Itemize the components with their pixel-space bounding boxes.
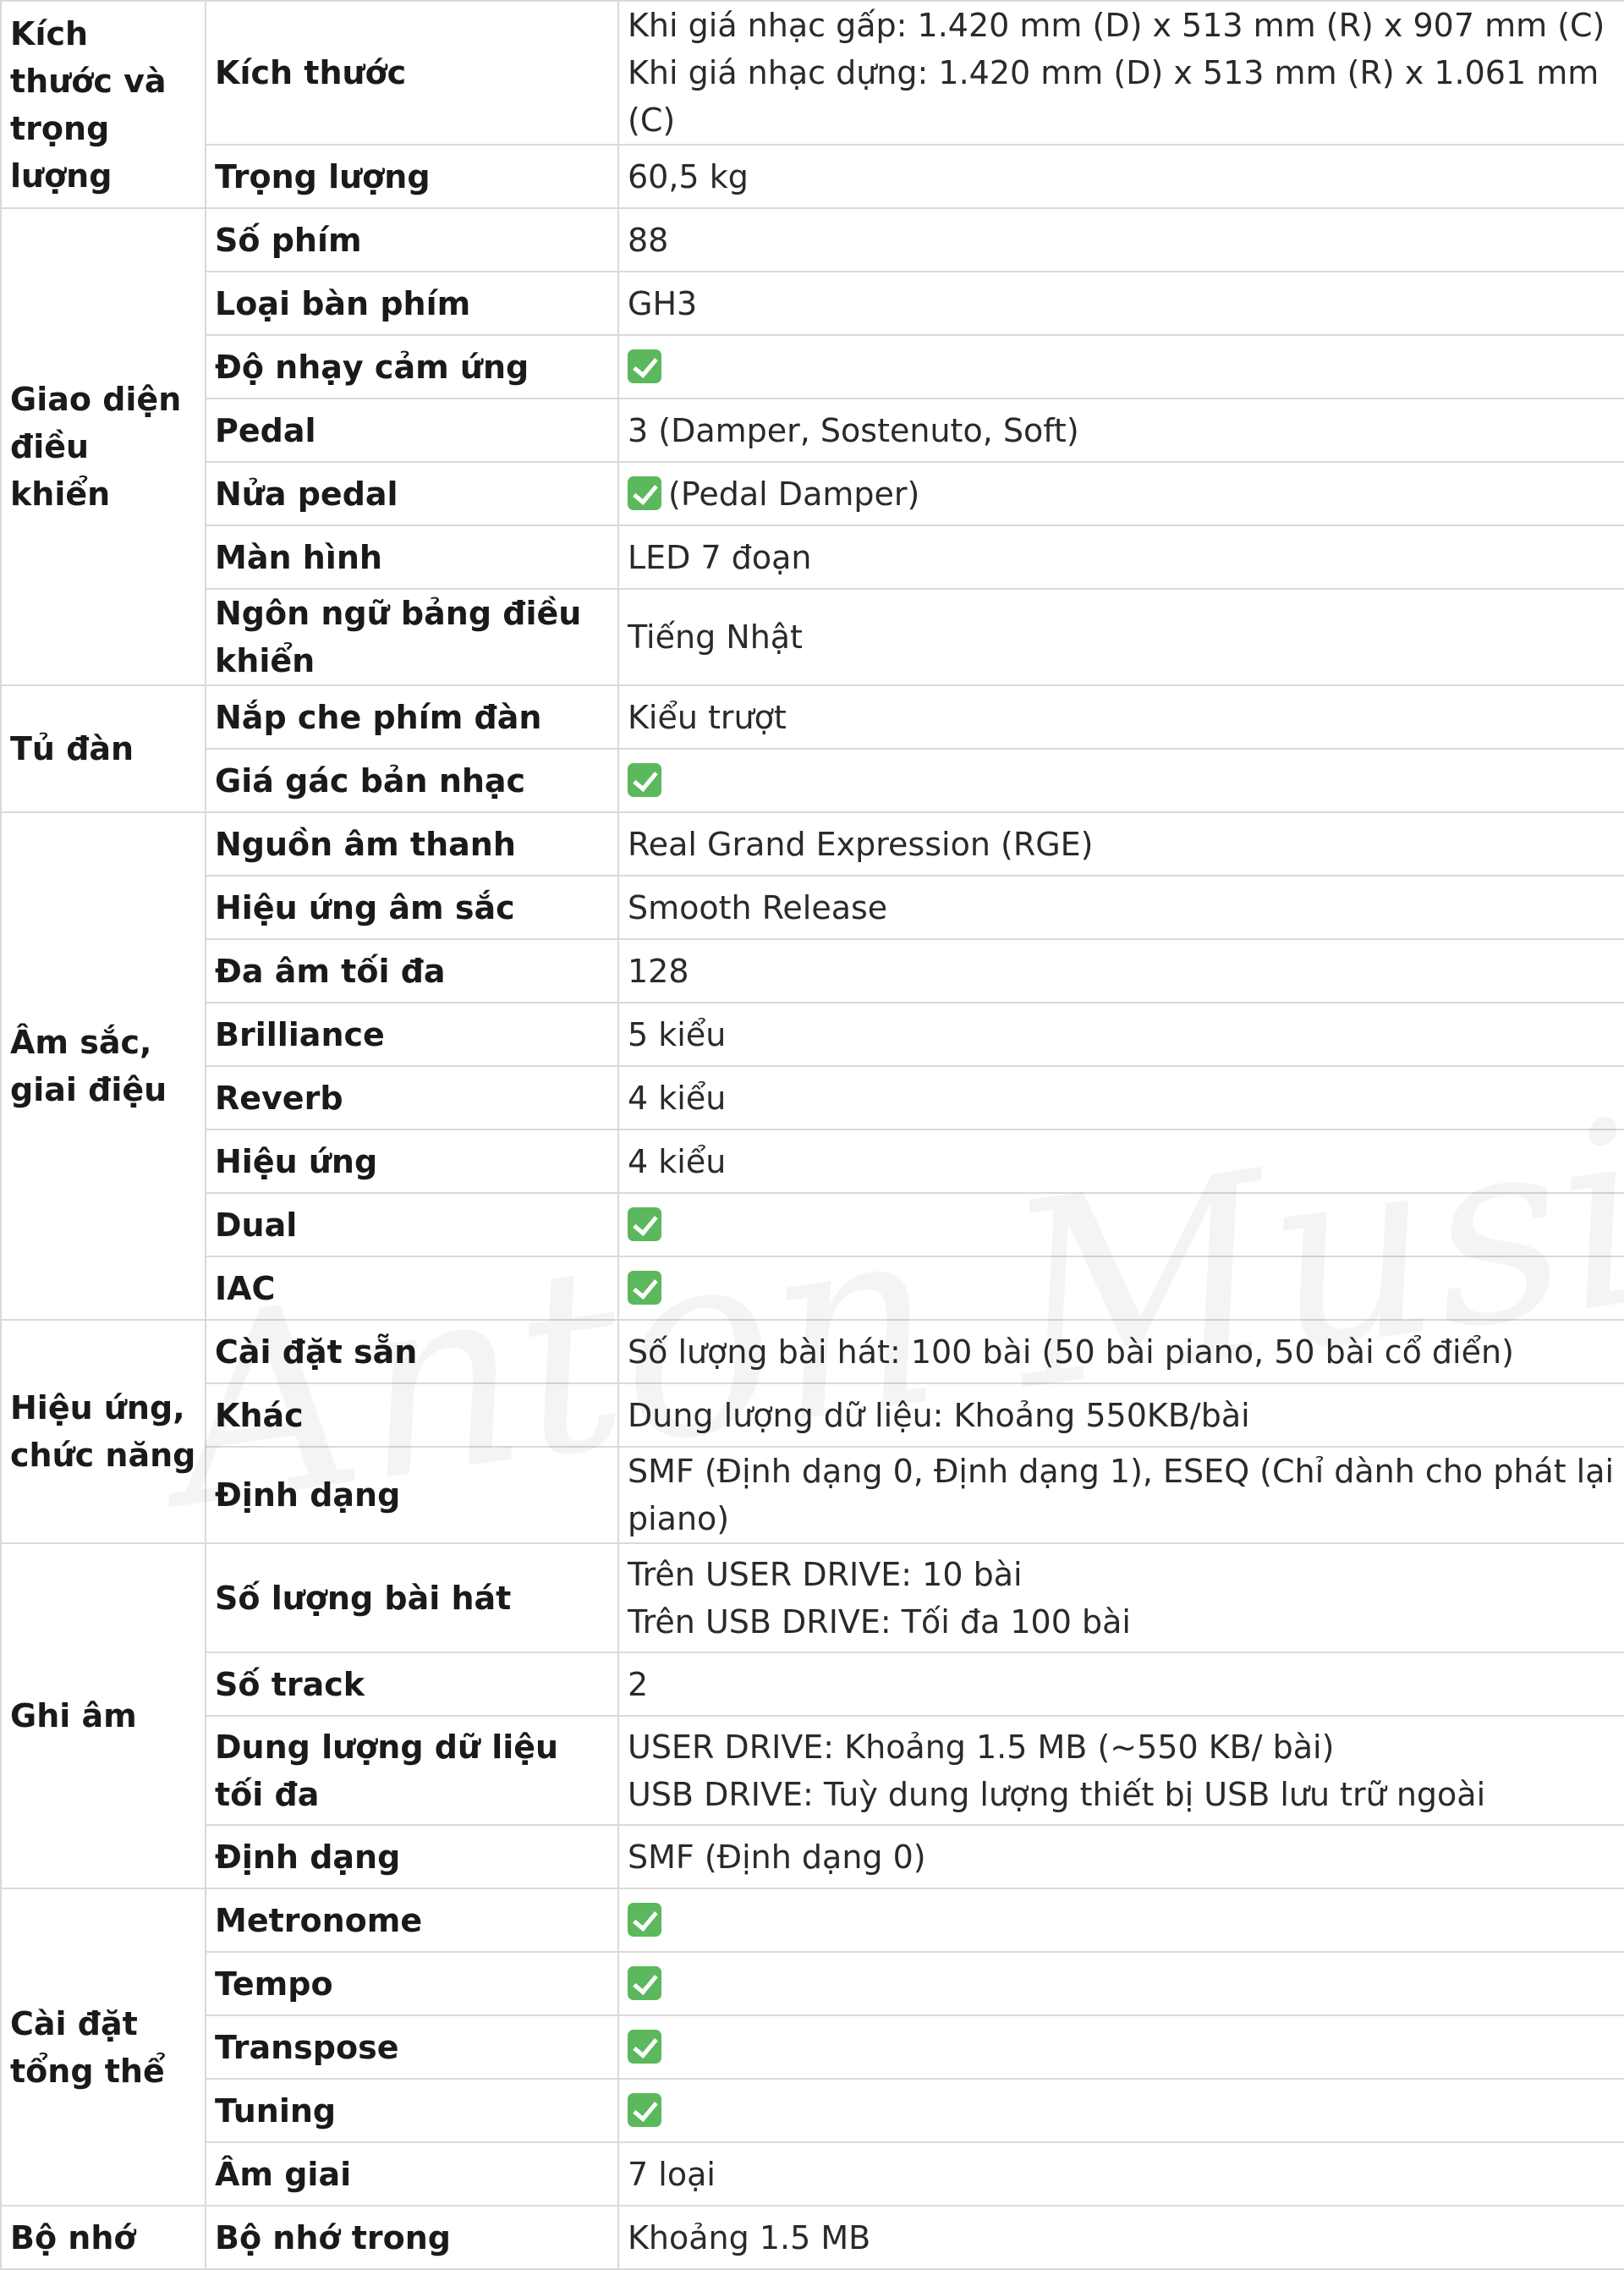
value-cell <box>618 1 1624 145</box>
table-row <box>1 1193 1624 1256</box>
attribute-cell: Nguồn âm thanh <box>206 812 618 876</box>
attribute-cell: Ngôn ngữ bảng điều khiển <box>206 589 618 685</box>
attribute-cell: Bộ nhớ trong <box>206 2206 618 2269</box>
table-row <box>1 1952 1624 2015</box>
value-cell: Smooth Release <box>618 876 1624 939</box>
table-row <box>1 335 1624 398</box>
attribute-cell: Dual <box>206 1193 618 1256</box>
value-cell: 3 (Damper, Sostenuto, Soft) <box>618 398 1624 462</box>
checkmark-icon <box>628 1271 661 1305</box>
checkmark-icon <box>628 476 661 510</box>
value-cell: Tiếng Nhật <box>618 589 1624 685</box>
checkmark-icon <box>628 2093 661 2127</box>
table-row <box>1 462 1624 525</box>
value-cell: 4 kiểu <box>618 1066 1624 1130</box>
value-cell <box>618 1256 1624 1320</box>
value-cell <box>618 335 1624 398</box>
table-row <box>1 749 1624 812</box>
value-line: Khi giá nhạc dựng: 1.420 mm (D) x 513 mm (R) x 1.061 mm (C) <box>628 54 1599 139</box>
table-row <box>1 2142 1624 2206</box>
table-row <box>1 2079 1624 2142</box>
checkmark-icon <box>628 2030 661 2064</box>
attribute-cell: Tuning <box>206 2079 618 2142</box>
value-cell: LED 7 đoạn <box>618 525 1624 589</box>
table-row <box>1 1716 1624 1825</box>
attribute-cell: Metronome <box>206 1888 618 1952</box>
attribute-cell: Hiệu ứng <box>206 1130 618 1193</box>
value-cell: SMF (Định dạng 0, Định dạng 1), ESEQ (Chỉ dành cho phát lại piano) <box>618 1447 1624 1543</box>
table-row <box>1 939 1624 1003</box>
value-cell <box>618 749 1624 812</box>
table-row <box>1 1066 1624 1130</box>
value-cell: 88 <box>618 208 1624 272</box>
table-row <box>1 685 1624 749</box>
checkmark-icon <box>628 1966 661 2000</box>
value-cell <box>618 2015 1624 2079</box>
checkmark-icon <box>628 763 661 797</box>
value-cell <box>618 2079 1624 2142</box>
table-row <box>1 1652 1624 1716</box>
category-cell: Kích thước và trọng lượng <box>1 1 206 208</box>
value-cell: Kiểu trượt <box>618 685 1624 749</box>
category-cell: Ghi âm <box>1 1543 206 1888</box>
table-row <box>1 876 1624 939</box>
value-cell <box>618 1952 1624 2015</box>
attribute-cell: Giá gác bản nhạc <box>206 749 618 812</box>
value-line: Trên USER DRIVE: 10 bài <box>628 1555 1023 1593</box>
attribute-cell: Brilliance <box>206 1003 618 1066</box>
value-cell: 7 loại <box>618 2142 1624 2206</box>
value-cell: 2 <box>618 1652 1624 1716</box>
attribute-cell: Đa âm tối đa <box>206 939 618 1003</box>
attribute-cell: Cài đặt sẵn <box>206 1320 618 1383</box>
attribute-cell: Khác <box>206 1383 618 1447</box>
checkmark-icon <box>628 349 661 383</box>
table-row <box>1 589 1624 685</box>
attribute-cell: Hiệu ứng âm sắc <box>206 876 618 939</box>
attribute-cell: Số lượng bài hát <box>206 1543 618 1652</box>
category-cell: Hiệu ứng, chức năng <box>1 1320 206 1543</box>
category-cell: Tủ đàn <box>1 685 206 812</box>
attribute-cell: Pedal <box>206 398 618 462</box>
table-row <box>1 1383 1624 1447</box>
value-cell: 5 kiểu <box>618 1003 1624 1066</box>
attribute-cell: Định dạng <box>206 1447 618 1543</box>
table-row <box>1 145 1624 208</box>
attribute-cell: Độ nhạy cảm ứng <box>206 335 618 398</box>
value-cell <box>618 1543 1624 1652</box>
category-cell: Bộ nhớ <box>1 2206 206 2269</box>
attribute-cell: Màn hình <box>206 525 618 589</box>
table-row <box>1 2015 1624 2079</box>
checkmark-icon <box>628 1903 661 1937</box>
value-cell <box>618 1716 1624 1825</box>
value-cell: Số lượng bài hát: 100 bài (50 bài piano, 50 bài cổ điển) <box>618 1320 1624 1383</box>
attribute-cell: Kích thước <box>206 1 618 145</box>
attribute-cell: Số track <box>206 1652 618 1716</box>
attribute-cell: Reverb <box>206 1066 618 1130</box>
value-line: USB DRIVE: Tuỳ dung lượng thiết bị USB lưu trữ ngoài <box>628 1775 1486 1813</box>
value-cell <box>618 1193 1624 1256</box>
value-cell: Khoảng 1.5 MB <box>618 2206 1624 2269</box>
attribute-cell: Dung lượng dữ liệu tối đa <box>206 1716 618 1825</box>
attribute-cell: Nắp che phím đàn <box>206 685 618 749</box>
table-row <box>1 2206 1624 2269</box>
attribute-cell: Âm giai <box>206 2142 618 2206</box>
value-cell: Real Grand Expression (RGE) <box>618 812 1624 876</box>
table-row <box>1 1130 1624 1193</box>
table-row <box>1 208 1624 272</box>
value-text: (Pedal Damper) <box>668 475 920 513</box>
table-row <box>1 1 1624 145</box>
attribute-cell: Định dạng <box>206 1825 618 1888</box>
value-cell: 128 <box>618 939 1624 1003</box>
attribute-cell: Nửa pedal <box>206 462 618 525</box>
value-cell <box>618 1888 1624 1952</box>
table-row <box>1 812 1624 876</box>
table-row <box>1 525 1624 589</box>
table-row <box>1 272 1624 335</box>
value-cell: GH3 <box>618 272 1624 335</box>
category-cell: Cài đặt tổng thể <box>1 1888 206 2206</box>
attribute-cell: Số phím <box>206 208 618 272</box>
attribute-cell: Tempo <box>206 1952 618 2015</box>
value-cell: 60,5 kg <box>618 145 1624 208</box>
table-row <box>1 1003 1624 1066</box>
attribute-cell: Transpose <box>206 2015 618 2079</box>
category-cell: Âm sắc, giai điệu <box>1 812 206 1320</box>
category-cell: Giao diện điều khiển <box>1 208 206 685</box>
value-line: Khi giá nhạc gấp: 1.420 mm (D) x 513 mm (R) x 907 mm (C) <box>628 7 1605 44</box>
value-cell: 4 kiểu <box>618 1130 1624 1193</box>
table-row <box>1 1447 1624 1543</box>
attribute-cell: Trọng lượng <box>206 145 618 208</box>
table-row <box>1 1543 1624 1652</box>
table-row <box>1 398 1624 462</box>
value-cell: SMF (Định dạng 0) <box>618 1825 1624 1888</box>
checkmark-icon <box>628 1207 661 1241</box>
attribute-cell: IAC <box>206 1256 618 1320</box>
table-row <box>1 1888 1624 1952</box>
value-cell <box>618 462 1624 525</box>
value-line: Trên USB DRIVE: Tối đa 100 bài <box>628 1602 1131 1641</box>
value-cell: Dung lượng dữ liệu: Khoảng 550KB/bài <box>618 1383 1624 1447</box>
value-line: USER DRIVE: Khoảng 1.5 MB (~550 KB/ bài) <box>628 1728 1335 1766</box>
table-row <box>1 1825 1624 1888</box>
table-row <box>1 1320 1624 1383</box>
table-row <box>1 1256 1624 1320</box>
attribute-cell: Loại bàn phím <box>206 272 618 335</box>
